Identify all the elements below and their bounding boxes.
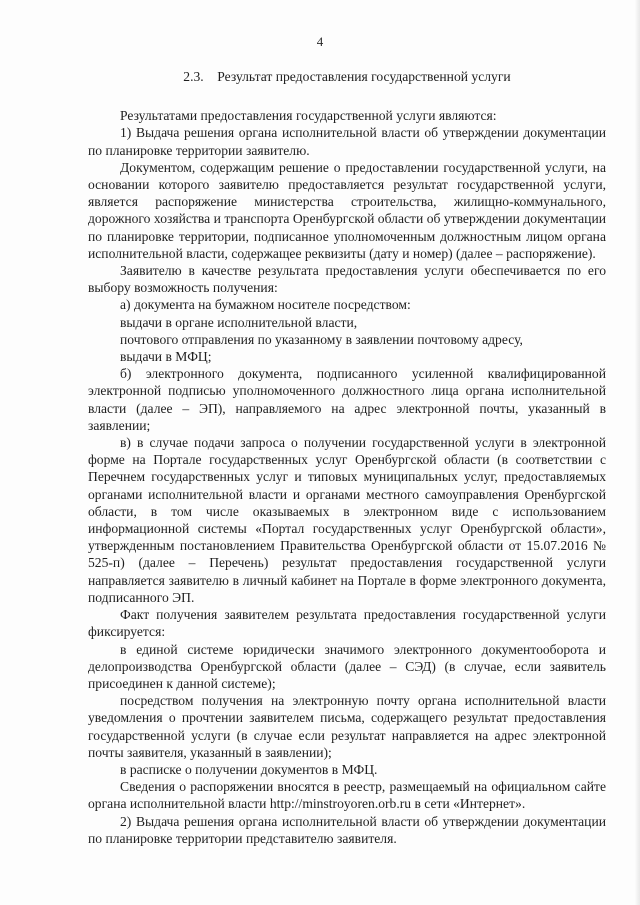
paragraph: Сведения о распоряжении вносятся в реестр, размещаемый на официальном сайте органа исполнительной власти http://minstroyoren.orb.ru в сети «Интернет».: [88, 779, 606, 812]
paragraph: посредством получения на электронную почту органа исполнительной власти уведомления о прочтении заявителем письма, содержащего результат предоставления государственной услуги (в случае если результат направляется на адрес электронной почты заявителя, указанный в заявлении);: [88, 693, 606, 760]
paragraph: Документом, содержащим решение о предоставлении государственной услуги, на основании которого заявителю предоставляется результат государственной услуги, является распоряжение министерства строительства, жилищно-коммунального, дорожного хозяйства и транспорта Оренбургской области об утверждении документации по планировке территории, подписанное уполномоченным должностным лицом органа исполнительной власти, содержащее реквизиты (дату и номер) (далее – распоряжение).: [88, 159, 606, 261]
paragraph: в) в случае подачи запроса о получении государственной услуги в электронной форме на Портале государственных услуг Оренбургской области (в соответствии с Перечнем государственных услуг и типовых муниципальных услуг, предоставляемых органами исполнительной власти и органами местного самоуправления Оренбургской области, в том числе оказываемых в электронном виде с использованием информационной системы «Портал государственных услуг Оренбургской области», утвержденным постановлением Правительства Оренбургской области от 15.07.2016 № 525-п) (далее – Перечень) результат предоставления государственной услуги направляется заявителю в личный кабинет на Портале в форме электронного документа, подписанного ЭП.: [88, 435, 606, 605]
page-number: 4: [316, 34, 324, 49]
paragraph: выдачи в МФЦ;: [120, 349, 212, 365]
paragraph: Факт получения заявителем результата предоставления государственной услуги фиксируется:: [88, 607, 606, 640]
paragraph: б) электронного документа, подписанного усиленной квалифицированной электронной подписью уполномоченного должностного лица органа исполнительной власти (далее – ЭП), направляемого на адрес электронной почты, указанный в заявлении;: [88, 366, 606, 433]
paragraph: в единой системе юридически значимого электронного документооборота и делопроизводства Оренбургской области (далее – СЭД) (в случае, если заявитель присоединен к данной системе);: [88, 641, 606, 691]
paragraph: выдачи в органе исполнительной власти,: [120, 314, 358, 330]
paragraph: Заявителю в качестве результата предоставления услуги обеспечивается по его выбору возможность получения:: [88, 263, 606, 296]
paragraph: а) документа на бумажном носителе посредством:: [120, 297, 411, 313]
paragraph: 1) Выдача решения органа исполнительной власти об утверждении документации по планировке территории заявителю.: [88, 125, 606, 158]
paragraph: Результатами предоставления государственной услуги являются:: [120, 108, 497, 124]
scan-edge-shadow: [634, 0, 640, 905]
paragraph: 2) Выдача решения органа исполнительной власти об утверждении документации по планировке территории представителю заявителя.: [88, 813, 606, 846]
section-heading: 2.3. Результат предоставления государственной услуги: [183, 69, 511, 84]
document-body: [88, 68, 606, 847]
paragraph: почтового отправления по указанному в заявлении почтовому адресу,: [120, 331, 523, 347]
paragraph: в расписке о получении документов в МФЦ.: [120, 761, 378, 777]
